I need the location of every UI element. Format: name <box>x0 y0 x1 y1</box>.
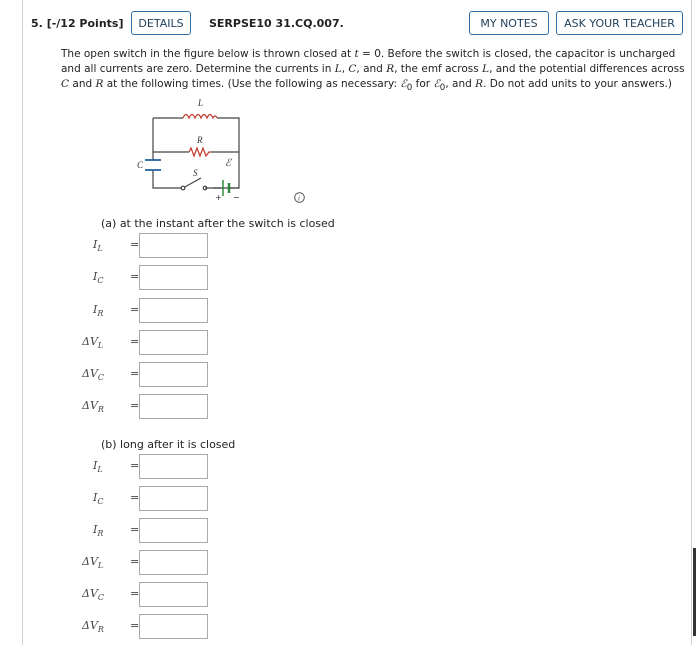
equals-sign: = <box>130 459 140 472</box>
label-R: R <box>197 135 203 145</box>
part-b-answer-input[interactable] <box>139 518 208 543</box>
equals-sign: = <box>130 555 140 568</box>
ask-teacher-button[interactable]: ASK YOUR TEACHER <box>556 11 683 35</box>
circuit-diagram <box>137 96 243 202</box>
equals-sign: = <box>130 270 140 283</box>
part-a-var-label: $I_R$ <box>93 303 104 319</box>
part-a-answer-input[interactable] <box>139 265 208 290</box>
label-L: L <box>198 98 204 108</box>
equals-sign: = <box>130 399 140 412</box>
equals-sign: = <box>130 523 140 536</box>
part-a-answer-input[interactable] <box>139 394 208 419</box>
equals-sign: = <box>130 335 140 348</box>
label-minus: − <box>233 193 240 202</box>
part-a-answer-input[interactable] <box>139 233 208 258</box>
part-a-var-label: $\Delta V_L$ <box>82 335 104 351</box>
part-a-var-label: $\Delta V_C$ <box>82 367 105 383</box>
question-panel <box>22 0 692 645</box>
label-S: S <box>193 168 198 178</box>
label-plus: + <box>215 193 222 202</box>
equals-sign: = <box>130 491 140 504</box>
part-a-answer-input[interactable] <box>139 298 208 323</box>
part-a-label: (a) at the instant after the switch is closed <box>101 217 335 230</box>
part-a-var-label: $I_L$ <box>93 238 103 254</box>
part-b-var-label: $\Delta V_C$ <box>82 587 105 603</box>
svg-text:i: i <box>298 194 300 203</box>
equals-sign: = <box>130 367 140 380</box>
part-b-answer-input[interactable] <box>139 486 208 511</box>
question-number: 5. <box>31 17 43 30</box>
question-header <box>31 17 124 30</box>
part-a-answer-input[interactable] <box>139 330 208 355</box>
points: [-/12 Points] <box>46 17 124 30</box>
details-button[interactable]: DETAILS <box>131 11 191 35</box>
part-b-label: (b) long after it is closed <box>101 438 236 451</box>
label-C: C <box>137 160 144 170</box>
part-a-var-label: $I_C$ <box>93 270 104 286</box>
equals-sign: = <box>130 587 140 600</box>
label-emf: ℰ <box>225 158 232 169</box>
part-b-var-label: $\Delta V_L$ <box>82 555 104 571</box>
part-b-answer-input[interactable] <box>139 454 208 479</box>
scrollbar[interactable] <box>693 548 696 636</box>
part-a-answer-input[interactable] <box>139 362 208 387</box>
part-b-answer-input[interactable] <box>139 614 208 639</box>
problem-code: SERPSE10 31.CQ.007. <box>209 17 344 30</box>
part-b-var-label: $\Delta V_R$ <box>82 619 104 635</box>
info-icon[interactable] <box>294 192 305 203</box>
part-b-answer-input[interactable] <box>139 550 208 575</box>
my-notes-button[interactable]: MY NOTES <box>469 11 549 35</box>
problem-statement: The open switch in the figure below is thrown closed at t = 0. Before the switch is closed, the capacitor is uncharged and all currents are zero. Determine the currents in L, C, and R, the emf across L, and the potential differences across C and R at the following times. (Use the following as necessary: ℰ$_0$ for ℰ$_0$, and R. Do not add units to your answers.) <box>61 48 685 94</box>
part-b-var-label: $I_R$ <box>93 523 104 539</box>
equals-sign: = <box>130 619 140 632</box>
part-b-var-label: $I_L$ <box>93 459 103 475</box>
equals-sign: = <box>130 238 140 251</box>
equals-sign: = <box>130 303 140 316</box>
part-b-answer-input[interactable] <box>139 582 208 607</box>
part-a-var-label: $\Delta V_R$ <box>82 399 104 415</box>
part-b-var-label: $I_C$ <box>93 491 104 507</box>
